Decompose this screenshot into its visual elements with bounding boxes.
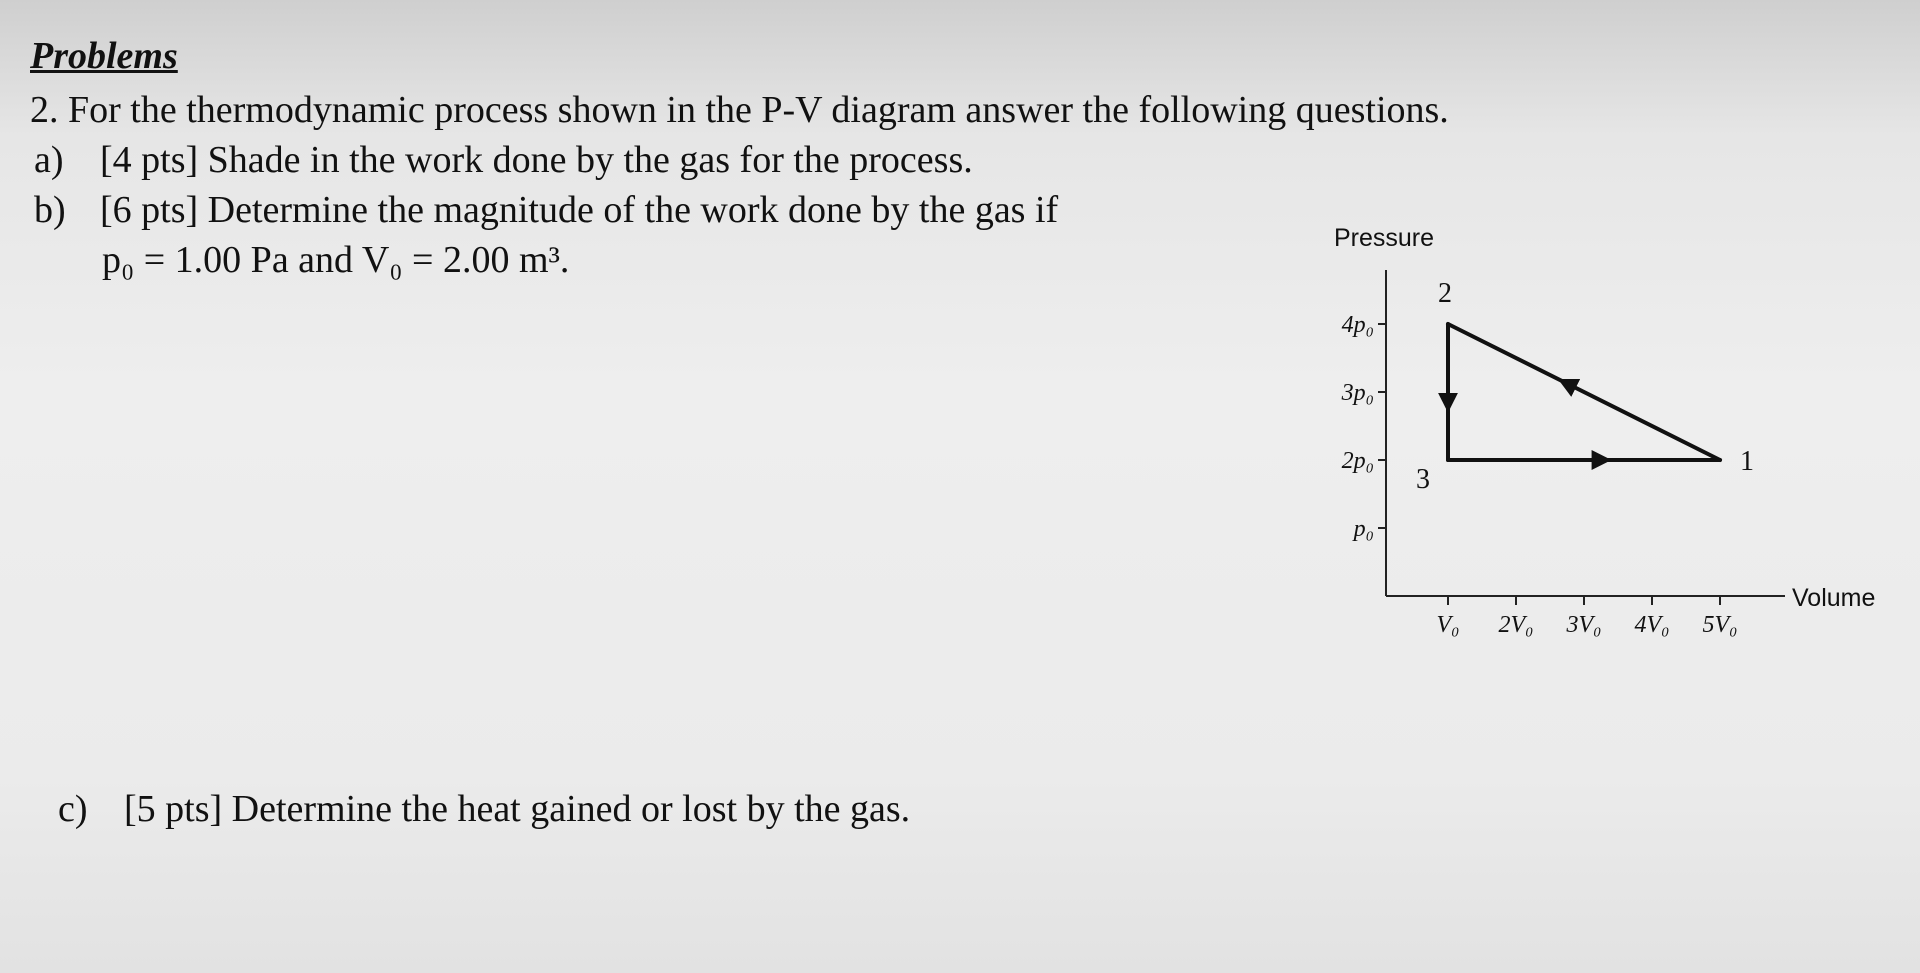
state-labels [1416, 278, 1754, 495]
x-tick-label: V₀ [1436, 612, 1460, 638]
x-tick-label: 3V₀ [1566, 612, 1602, 638]
y-tick-label: 4p₀ [1341, 312, 1374, 338]
part-a-text: [4 pts] Shade in the work done by the gas for the process. [100, 139, 973, 181]
question-text: For the thermodynamic process shown in the P-V diagram answer the following questions. [68, 89, 1449, 131]
state-label-1: 1 [1740, 446, 1754, 477]
x-tick-label: 5V₀ [1702, 612, 1738, 638]
question-2 [30, 88, 1449, 132]
y-tick-label: p₀ [1353, 516, 1374, 542]
state-label-2: 2 [1438, 278, 1452, 309]
question-number: 2. [30, 89, 59, 131]
section-heading: Problems [30, 35, 178, 77]
direction-arrow [1567, 383, 1576, 387]
part-b-text: [6 pts] Determine the magnitude of the work done by the gas if [100, 189, 1059, 231]
part-c-label: c) [58, 788, 88, 830]
part-a-label: a) [34, 139, 64, 181]
x-ticks [1436, 596, 1737, 638]
y-tick-label: 3p₀ [1341, 380, 1374, 406]
part-b-given-values: p₀ = 1.00 Pa and V₀ = 2.00 m³. [102, 239, 570, 281]
y-tick-label: 2p₀ [1341, 448, 1374, 474]
state-label-3: 3 [1416, 464, 1430, 495]
part-c-text: [5 pts] Determine the heat gained or lost by the gas. [124, 788, 911, 830]
x-axis-title: Volume [1792, 584, 1876, 612]
x-tick-label: 4V₀ [1634, 612, 1670, 638]
pv-diagram [1290, 222, 1910, 662]
x-tick-label: 2V₀ [1498, 612, 1534, 638]
y-axis-title: Pressure [1334, 224, 1435, 252]
part-b-label: b) [34, 189, 66, 231]
process-cycle [1448, 324, 1720, 460]
process-path [1448, 324, 1720, 460]
y-ticks [1341, 312, 1386, 542]
